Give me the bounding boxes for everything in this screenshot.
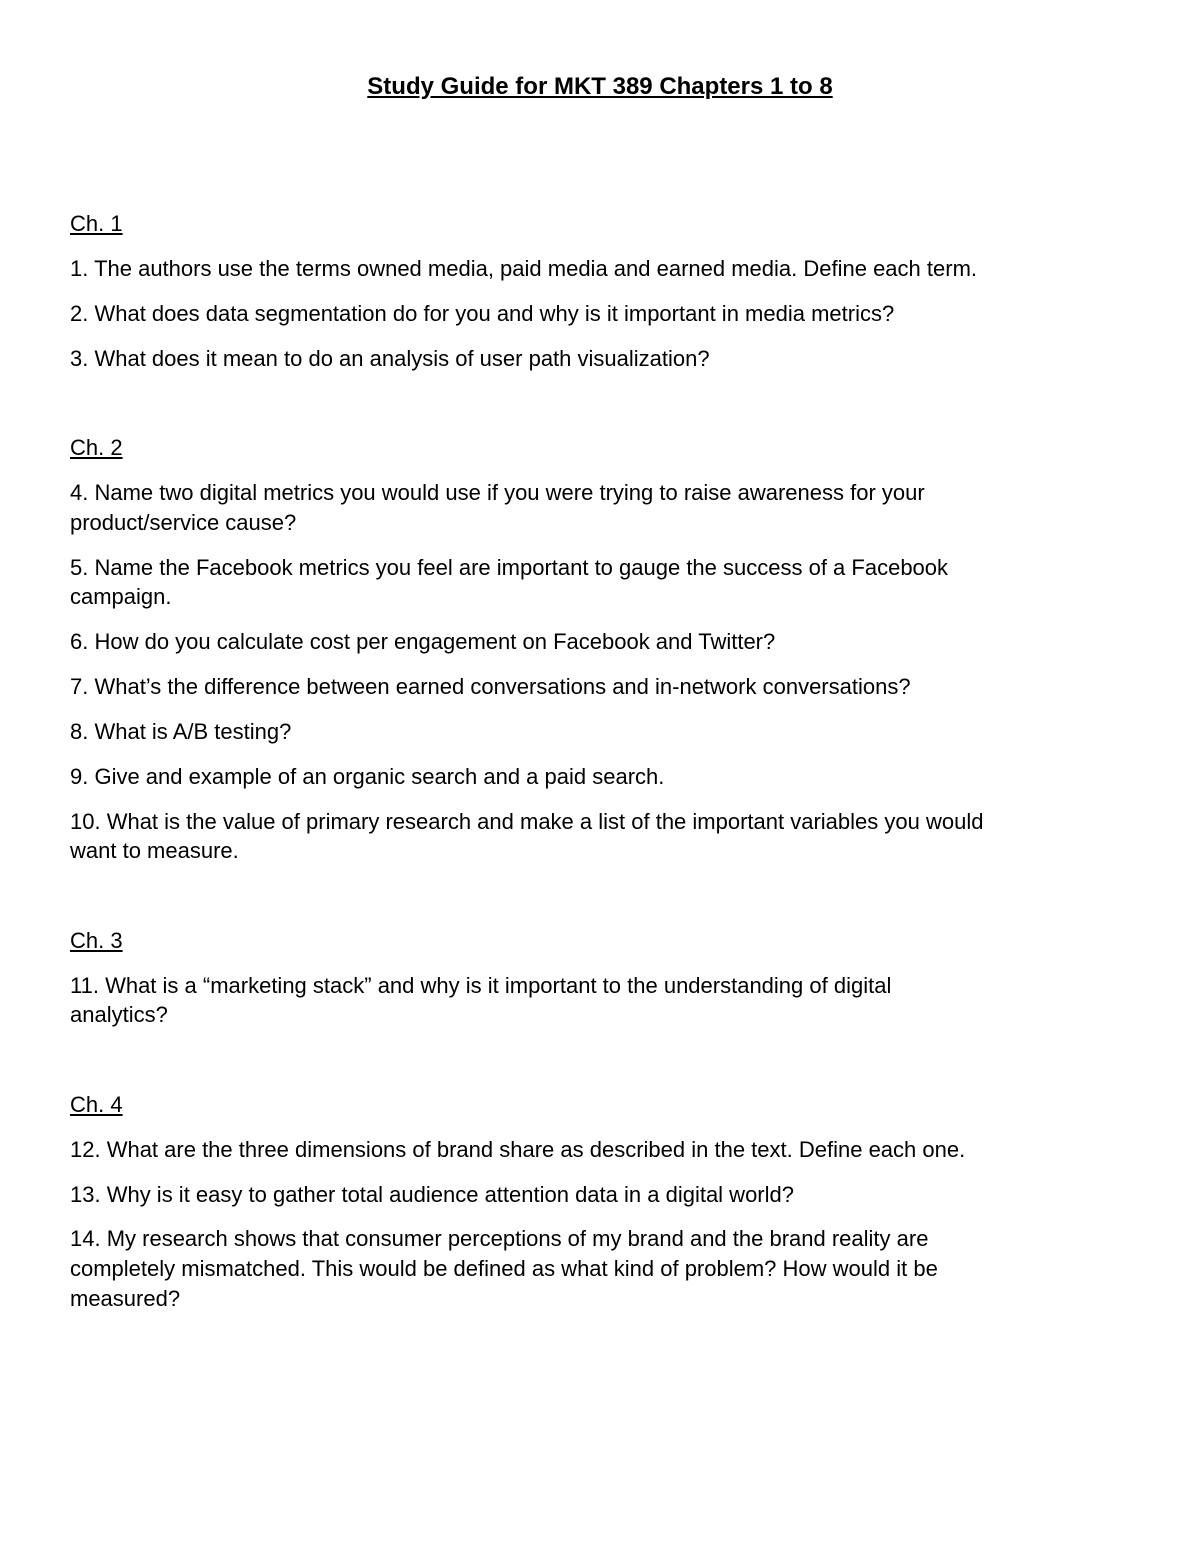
question-text: 8. What is A/B testing? (70, 719, 292, 744)
question-text: 12. What are the three dimensions of brand share as described in the text. Define each one. (70, 1137, 966, 1162)
question-text: 14. My research shows that consumer perceptions of my brand and the brand reality are (70, 1226, 929, 1251)
question-text-continued: campaign. (70, 584, 172, 609)
section-heading: Ch. 1 (70, 211, 123, 236)
question-text: 9. Give and example of an organic search and a paid search. (70, 764, 665, 789)
question-text: 3. What does it mean to do an analysis of user path visualization? (70, 346, 710, 371)
question-text: 11. What is a “marketing stack” and why is it important to the understanding of digital (70, 973, 892, 998)
section-heading: Ch. 3 (70, 928, 123, 953)
question-text-continued: analytics? (70, 1002, 168, 1027)
document-title: Study Guide for MKT 389 Chapters 1 to 8 (367, 73, 833, 100)
section-heading: Ch. 2 (70, 435, 123, 460)
question-text: 10. What is the value of primary research and make a list of the important variables you would (70, 809, 984, 834)
question-text-continued: completely mismatched. This would be defined as what kind of problem? How would it be (70, 1256, 938, 1281)
question-text-continued: measured? (70, 1286, 181, 1311)
question-text: 13. Why is it easy to gather total audience attention data in a digital world? (70, 1182, 794, 1207)
question-text: 4. Name two digital metrics you would use if you were trying to raise awareness for your (70, 480, 925, 505)
question-text-continued: product/service cause? (70, 510, 297, 535)
question-text: 1. The authors use the terms owned media, paid media and earned media. Define each term. (70, 256, 978, 281)
question-text: 6. How do you calculate cost per engagement on Facebook and Twitter? (70, 629, 776, 654)
question-text: 5. Name the Facebook metrics you feel are important to gauge the success of a Facebook (70, 555, 949, 580)
question-text: 7. What’s the difference between earned conversations and in-network conversations? (70, 674, 911, 699)
question-text: 2. What does data segmentation do for you and why is it important in media metrics? (70, 301, 895, 326)
question-text-continued: want to measure. (70, 838, 239, 863)
section-heading: Ch. 4 (70, 1092, 123, 1117)
